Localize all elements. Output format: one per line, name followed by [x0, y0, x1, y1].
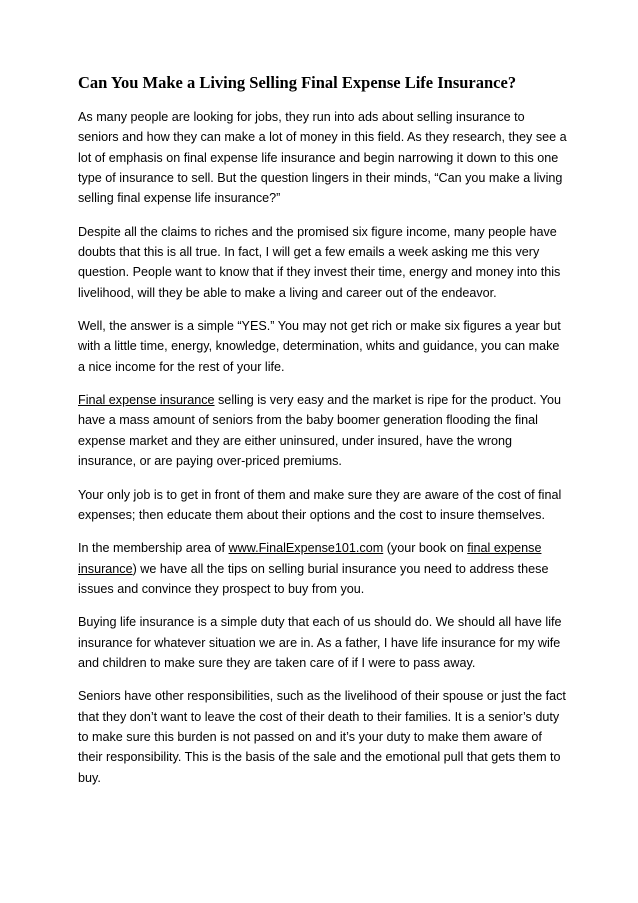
paragraph-3: Well, the answer is a simple “YES.” You may not get rich or make six figures a year but with a little time, energy, knowledge, determination, whits and guidance, you can make a nice income for the rest of your life. — [78, 319, 561, 374]
paragraph-6-text-middle: (your book on — [383, 541, 468, 556]
paragraph-6 — [78, 538, 568, 599]
paragraph-6-text-end: ) we have all the tips on selling burial insurance you need to address these issues and convince they prospect to buy from you. — [78, 561, 549, 596]
paragraph-4-text: selling is very easy and the market is ripe for the product. You have a mass amount of seniors from the baby boomer generation flooding the final expense market and they are either uninsured, under insured, have the wrong insurance, or are paying over-priced premiums. — [78, 393, 562, 469]
paragraph-2: Despite all the claims to riches and the promised six figure income, many people have doubts that this is all true. In fact, I will get a few emails a week asking me this very question. People want to know that if they invest their time, energy and money into this livelihood, will they be able to make a living and career out of the endeavor. — [78, 224, 561, 300]
paragraph-4 — [78, 390, 568, 471]
final-expense-insurance-link[interactable]: Final expense insurance — [78, 393, 215, 408]
document-page — [78, 72, 568, 801]
paragraph-1: As many people are looking for jobs, they run into ads about selling insurance to seniors and how they can make a lot of money in this field. As they research, they see a lot of emphasis on final expense life insurance and begin narrowing it down to this one type of insurance to sell. But the question lingers in their minds, “Can you make a living selling final expense life insurance?” — [78, 110, 567, 206]
paragraph-7: Buying life insurance is a simple duty that each of us should do. We should all have life insurance for whatever situation we are in. As a father, I have life insurance for my wife and children to make sure they are taken care of if I were to pass away. — [78, 615, 562, 670]
paragraph-6-text-start: In the membership area of — [78, 541, 229, 556]
paragraph-5: Your only job is to get in front of them and make sure they are aware of the cost of final expenses; then educate them about their options and the cost to insure themselves. — [78, 487, 562, 522]
paragraph-8: Seniors have other responsibilities, such as the livelihood of their spouse or just the fact that they don’t want to leave the cost of their death to their families. It is a senior’s duty to make sure this burden is not passed on and it’s your duty to make them aware of their responsibility. This is the basis of the sale and the emotional pull that gets them to buy. — [78, 689, 566, 785]
document-title: Can You Make a Living Selling Final Expense Life Insurance? — [78, 73, 517, 92]
finalexpense101-link[interactable]: www.FinalExpense101.com — [228, 541, 384, 556]
final-expense-insurance-book-link[interactable]: final expense insurance — [78, 541, 542, 576]
